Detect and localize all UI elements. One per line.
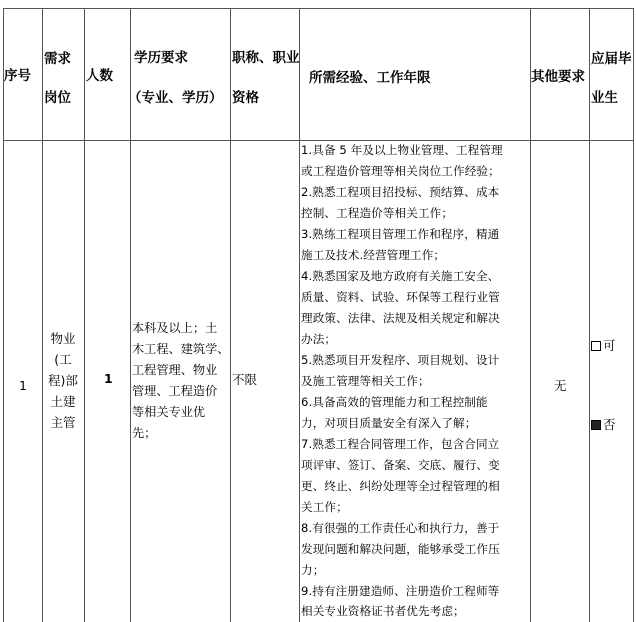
requirement-line: 相关专业资格证书者优先考虑； (301, 604, 465, 618)
requirement-line: 项评审、签订、备案、交底、履行、变 (301, 458, 500, 472)
column-divider (42, 8, 43, 622)
requirement-line: 5.熟悉项目开发程序、项目规划、设计 (301, 353, 500, 367)
header-position-line2: 岗位 (44, 90, 71, 106)
requirement-line: 6.具备高效的管理能力和工程控制能 (301, 395, 488, 409)
graduate-option-no[interactable] (591, 415, 616, 435)
header-seq: 序号 (4, 68, 31, 84)
requirement-line: 4.熟悉国家及地方政府有关施工安全、 (301, 269, 500, 283)
requirement-line: 发现问题和解决问题，能够承受工作压 (301, 542, 500, 556)
cell-education (132, 318, 230, 444)
cell-title: 不限 (232, 372, 258, 387)
column-divider (230, 8, 231, 622)
row-divider (3, 8, 634, 9)
education-line: 先； (132, 426, 157, 440)
requirement-line: 力； (301, 563, 325, 577)
column-divider (530, 8, 531, 622)
requirement-line: 质量、资料、试验、环保等工程行业管 (301, 290, 500, 304)
requirement-line: 及施工管理等相关工作； (301, 374, 430, 388)
position-line: 土建 (50, 394, 76, 409)
header-count: 人数 (86, 68, 113, 84)
education-line: 等相关专业优 (132, 405, 206, 419)
checkbox-filled-icon[interactable] (591, 420, 601, 430)
requirement-line: 2.熟悉工程项目招投标、预结算、成本 (301, 185, 500, 199)
position-line: 物业 (50, 331, 76, 346)
requirement-line: 更、终止、纠纷处理等全过程管理的相 (301, 479, 500, 493)
requirement-line: 9.持有注册建造师、注册造价工程师等 (301, 584, 500, 598)
column-divider (633, 8, 634, 622)
checkbox-empty-icon[interactable] (591, 341, 601, 351)
requirement-line: 力，对项目质量安全有深入了解； (301, 416, 477, 430)
cell-seq: 1 (19, 378, 27, 393)
column-divider (3, 8, 4, 622)
header-title-line1: 职称、职业 (232, 50, 300, 66)
column-divider (299, 8, 300, 622)
position-line: 主管 (50, 415, 76, 430)
cell-position (43, 328, 83, 433)
education-line: 木工程、建筑学、 (132, 342, 230, 356)
cell-count: 1 (104, 371, 113, 386)
header-experience: 所需经验、工作年限 (309, 70, 431, 86)
requirement-line: 7.熟悉工程合同管理工作，包含合同立 (301, 437, 500, 451)
header-education-line1: 学历要求 (134, 50, 188, 66)
graduate-option-label: 否 (603, 417, 616, 432)
requirement-line: 理政策、法律、法规及相关规定和解决 (301, 311, 500, 325)
requirement-line: 关工作； (301, 500, 348, 514)
position-line: (工 (54, 352, 72, 367)
header-other: 其他要求 (531, 69, 585, 85)
education-line: 工程管理、物业 (132, 363, 218, 377)
header-position-line1: 需求 (44, 51, 71, 67)
requirement-line: 或工程造价管理等相关岗位工作经验； (301, 164, 500, 178)
cell-other: 无 (554, 378, 567, 393)
position-line: 程)部 (48, 373, 78, 388)
header-graduate-line2: 业生 (591, 90, 618, 106)
requirement-line: 施工及技术.经营管理工作； (301, 248, 446, 262)
requirement-line: 1.具备 5 年及以上物业管理、工程管理 (301, 143, 503, 157)
header-education-line2: （专业、学历） (128, 90, 223, 106)
requirement-line: 控制、工程造价等相关工作； (301, 206, 454, 220)
graduate-option-yes[interactable] (591, 336, 616, 356)
graduate-option-label: 可 (603, 338, 616, 353)
column-divider (84, 8, 85, 622)
column-divider (589, 8, 590, 622)
requirement-line: 8.有很强的工作责任心和执行力，善于 (301, 521, 500, 535)
header-graduate-line1: 应届毕 (591, 51, 632, 67)
education-line: 管理、工程造价 (132, 384, 218, 398)
header-title-line2: 资格 (232, 90, 259, 106)
requirement-line: 办法； (301, 332, 337, 346)
education-line: 本科及以上；土 (132, 321, 218, 335)
requirement-line: 3.熟练工程项目管理工作和程序，精通 (301, 227, 500, 241)
